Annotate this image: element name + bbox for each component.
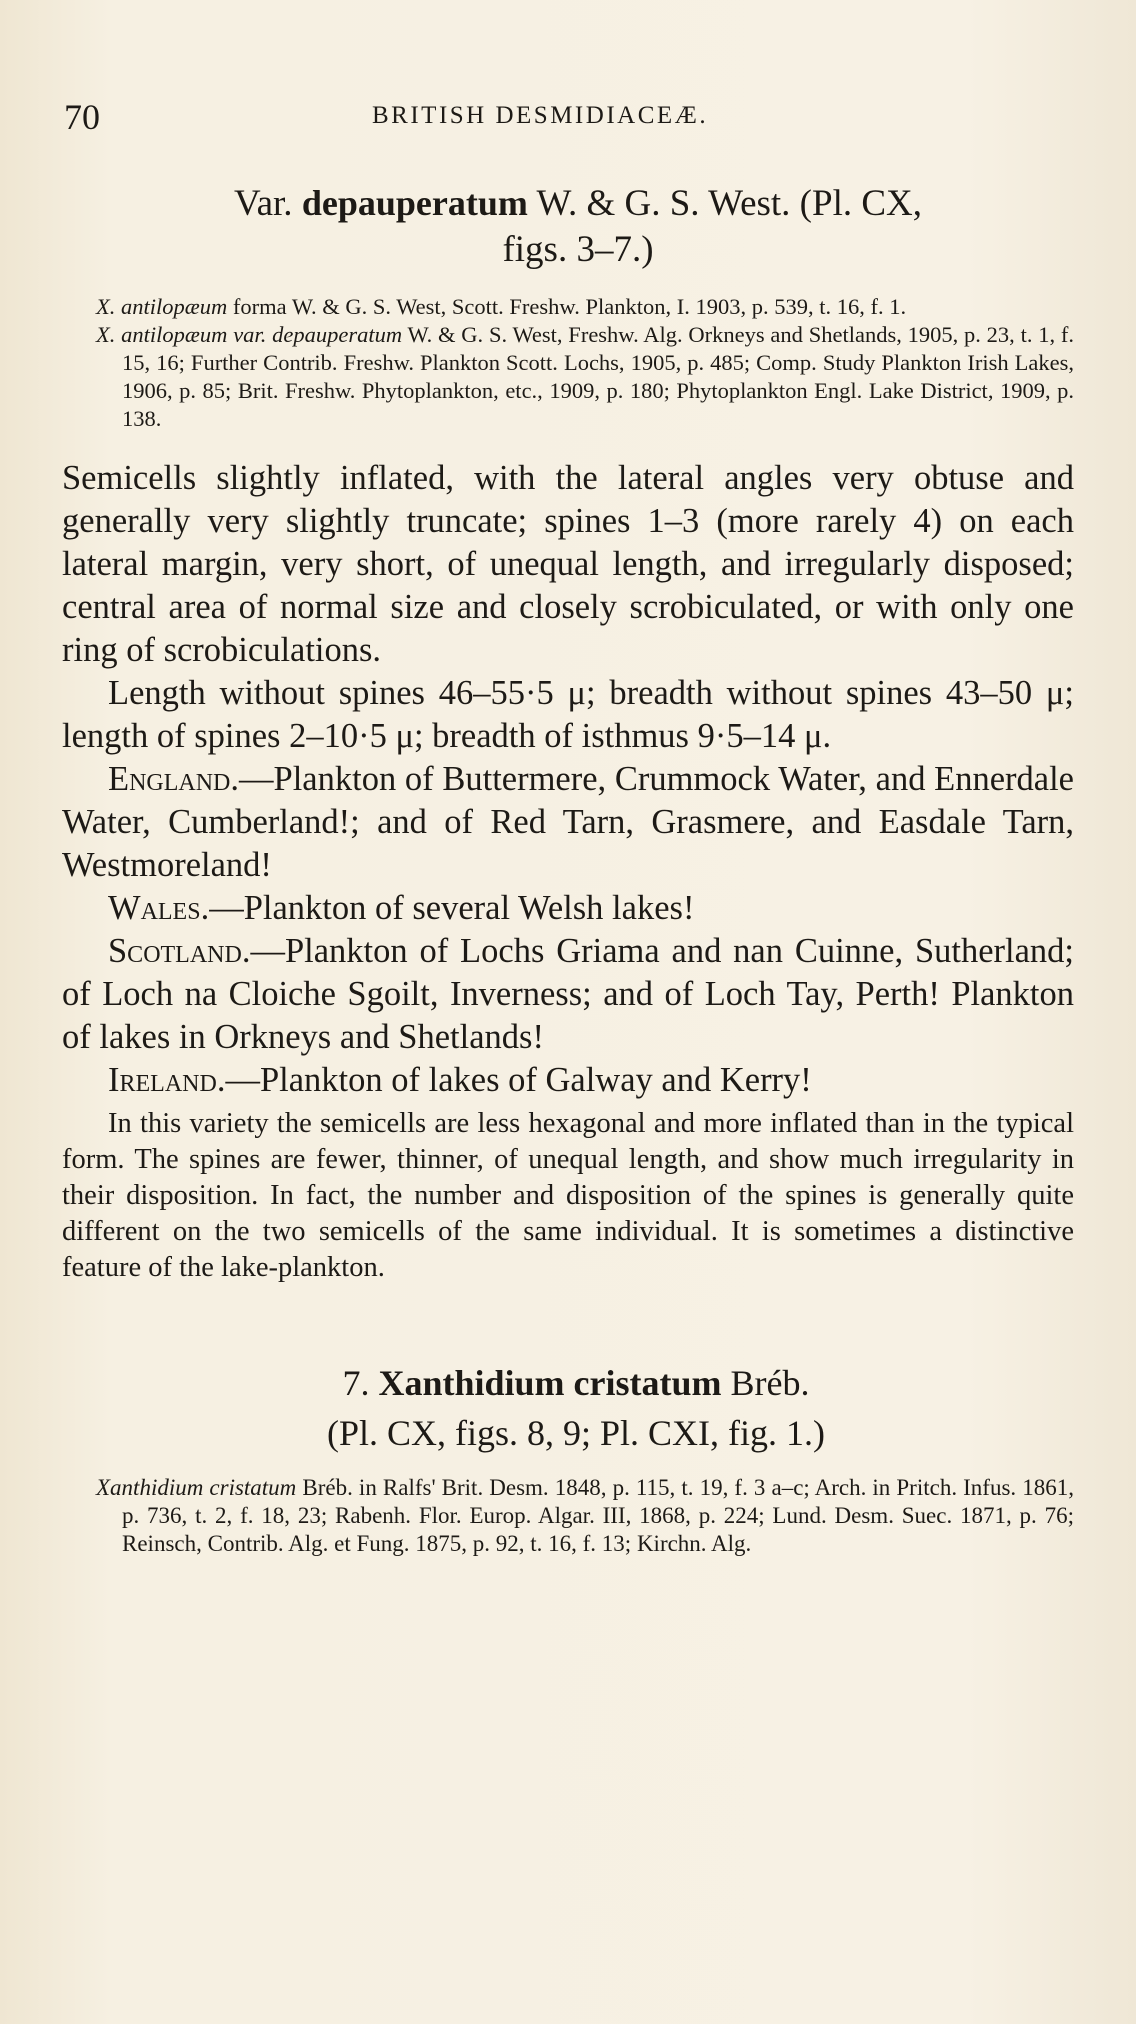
distribution-wales [62,887,1074,930]
species-plates: (Pl. CX, figs. 8, 9; Pl. CXI, fig. 1.) [326,1413,826,1453]
synonym-entry [70,321,1074,433]
variety-body [62,457,1074,1102]
running-head [62,80,1074,152]
variety-name: depauperatum [301,183,528,223]
region-label: Scotland. [108,932,251,970]
region-text: —Plankton of lakes of Galway and Kerry! [225,1061,812,1099]
synonym-entry [70,293,1074,321]
region-label: Wales. [108,889,210,927]
variety-prefix: Var. [233,183,293,224]
measurements-paragraph: Length without spines 46–55·5 μ; breadth without spines 43–50 μ; length of spines 2–10·5 μ; breadth of isthmus 9·5–14 μ. [62,674,1074,755]
variety-heading [62,180,1074,273]
synonym-citation: W. & G. S. West, Freshw. Alg. Orkneys and Shetlands, 1905, p. 23, t. 1, f. 15, 16; Further Contrib. Freshw. Plankton Scott. Lochs, 1905, p. 485; Comp. Study Plankton Irish Lakes, 1906, p. 85; Brit. Freshw. Phytoplankton, etc., 1909, p. 180; Phytoplankton Engl. Lake District, 1909, p. 138. [122,322,1074,431]
running-title: BRITISH DESMIDIACEÆ. [372,102,709,129]
region-text: —Plankton of Buttermere, Crummock Water, and Ennerdale Water, Cumberland!; and of Red Tarn, Grasmere, and Easdale Tarn, Westmoreland! [62,760,1074,884]
species-synonymy [70,1474,1074,1558]
distribution-ireland [62,1059,1074,1102]
species-heading [62,1358,1074,1458]
distribution-england [62,758,1074,887]
description-paragraph: Semicells slightly inflated, with the lateral angles very obtuse and generally very slightly truncate; spines 1–3 (more rarely 4) on each lateral margin, very short, of unequal length, and irregularly disposed; central area of normal size and closely scrobiculated, or with only one ring of scrobiculations. [62,459,1074,669]
variety-synonymy [62,293,1074,433]
region-label: Ireland. [108,1061,226,1099]
region-text: —Plankton of several Welsh lakes! [209,889,695,927]
species-authority: Bréb. [730,1363,810,1403]
distribution-scotland [62,930,1074,1059]
species-name: Xanthidium cristatum [378,1363,722,1403]
synonym-taxon: X. antilopæum var. depauperatum [96,322,403,347]
variety-note: In this variety the semicells are less hexagonal and more inflated than in the typical form. The spines are fewer, thinner, of unequal length, and show much irregularity in their disposition. In fact, the number and disposition of the spines is generally quite different on the two semicells of the same individual. It is sometimes a distinctive feature of the lake-plankton. [62,1108,1074,1283]
species-synonym-citation: Bréb. in Ralfs' Brit. Desm. 1848, p. 115, t. 19, f. 3 a–c; Arch. in Pritch. Infus. 1861, p. 736, t. 2, f. 18, 23; Rabenh. Flor. Europ. Algar. III, 1868, p. 224; Lund. Desm. Suec. 1871, p. 76; Reinsch, Contrib. Alg. et Fung. 1875, p. 92, t. 16, f. 13; Kirchn. Alg. [122,1475,1074,1556]
species-number: 7. [342,1363,370,1403]
species-synonym-taxon: Xanthidium cristatum [96,1475,297,1500]
synonym-taxon: X. antilopæum [96,294,228,319]
synonym-citation: forma W. & G. S. West, Scott. Freshw. Plankton, I. 1903, p. 539, t. 16, f. 1. [232,294,907,319]
region-text: —Plankton of Lochs Griama and nan Cuinne, Sutherland; of Loch na Cloiche Sgoilt, Inverness; and of Loch Tay, Perth! Plankton of lakes in Orkneys and Shetlands! [62,932,1074,1056]
variety-authority-line1: W. & G. S. West. (Pl. CX, [536,183,923,224]
variety-authority-line2: figs. 3–7.) [502,229,654,270]
region-label: England. [108,760,240,798]
page-number: 70 [64,97,100,137]
